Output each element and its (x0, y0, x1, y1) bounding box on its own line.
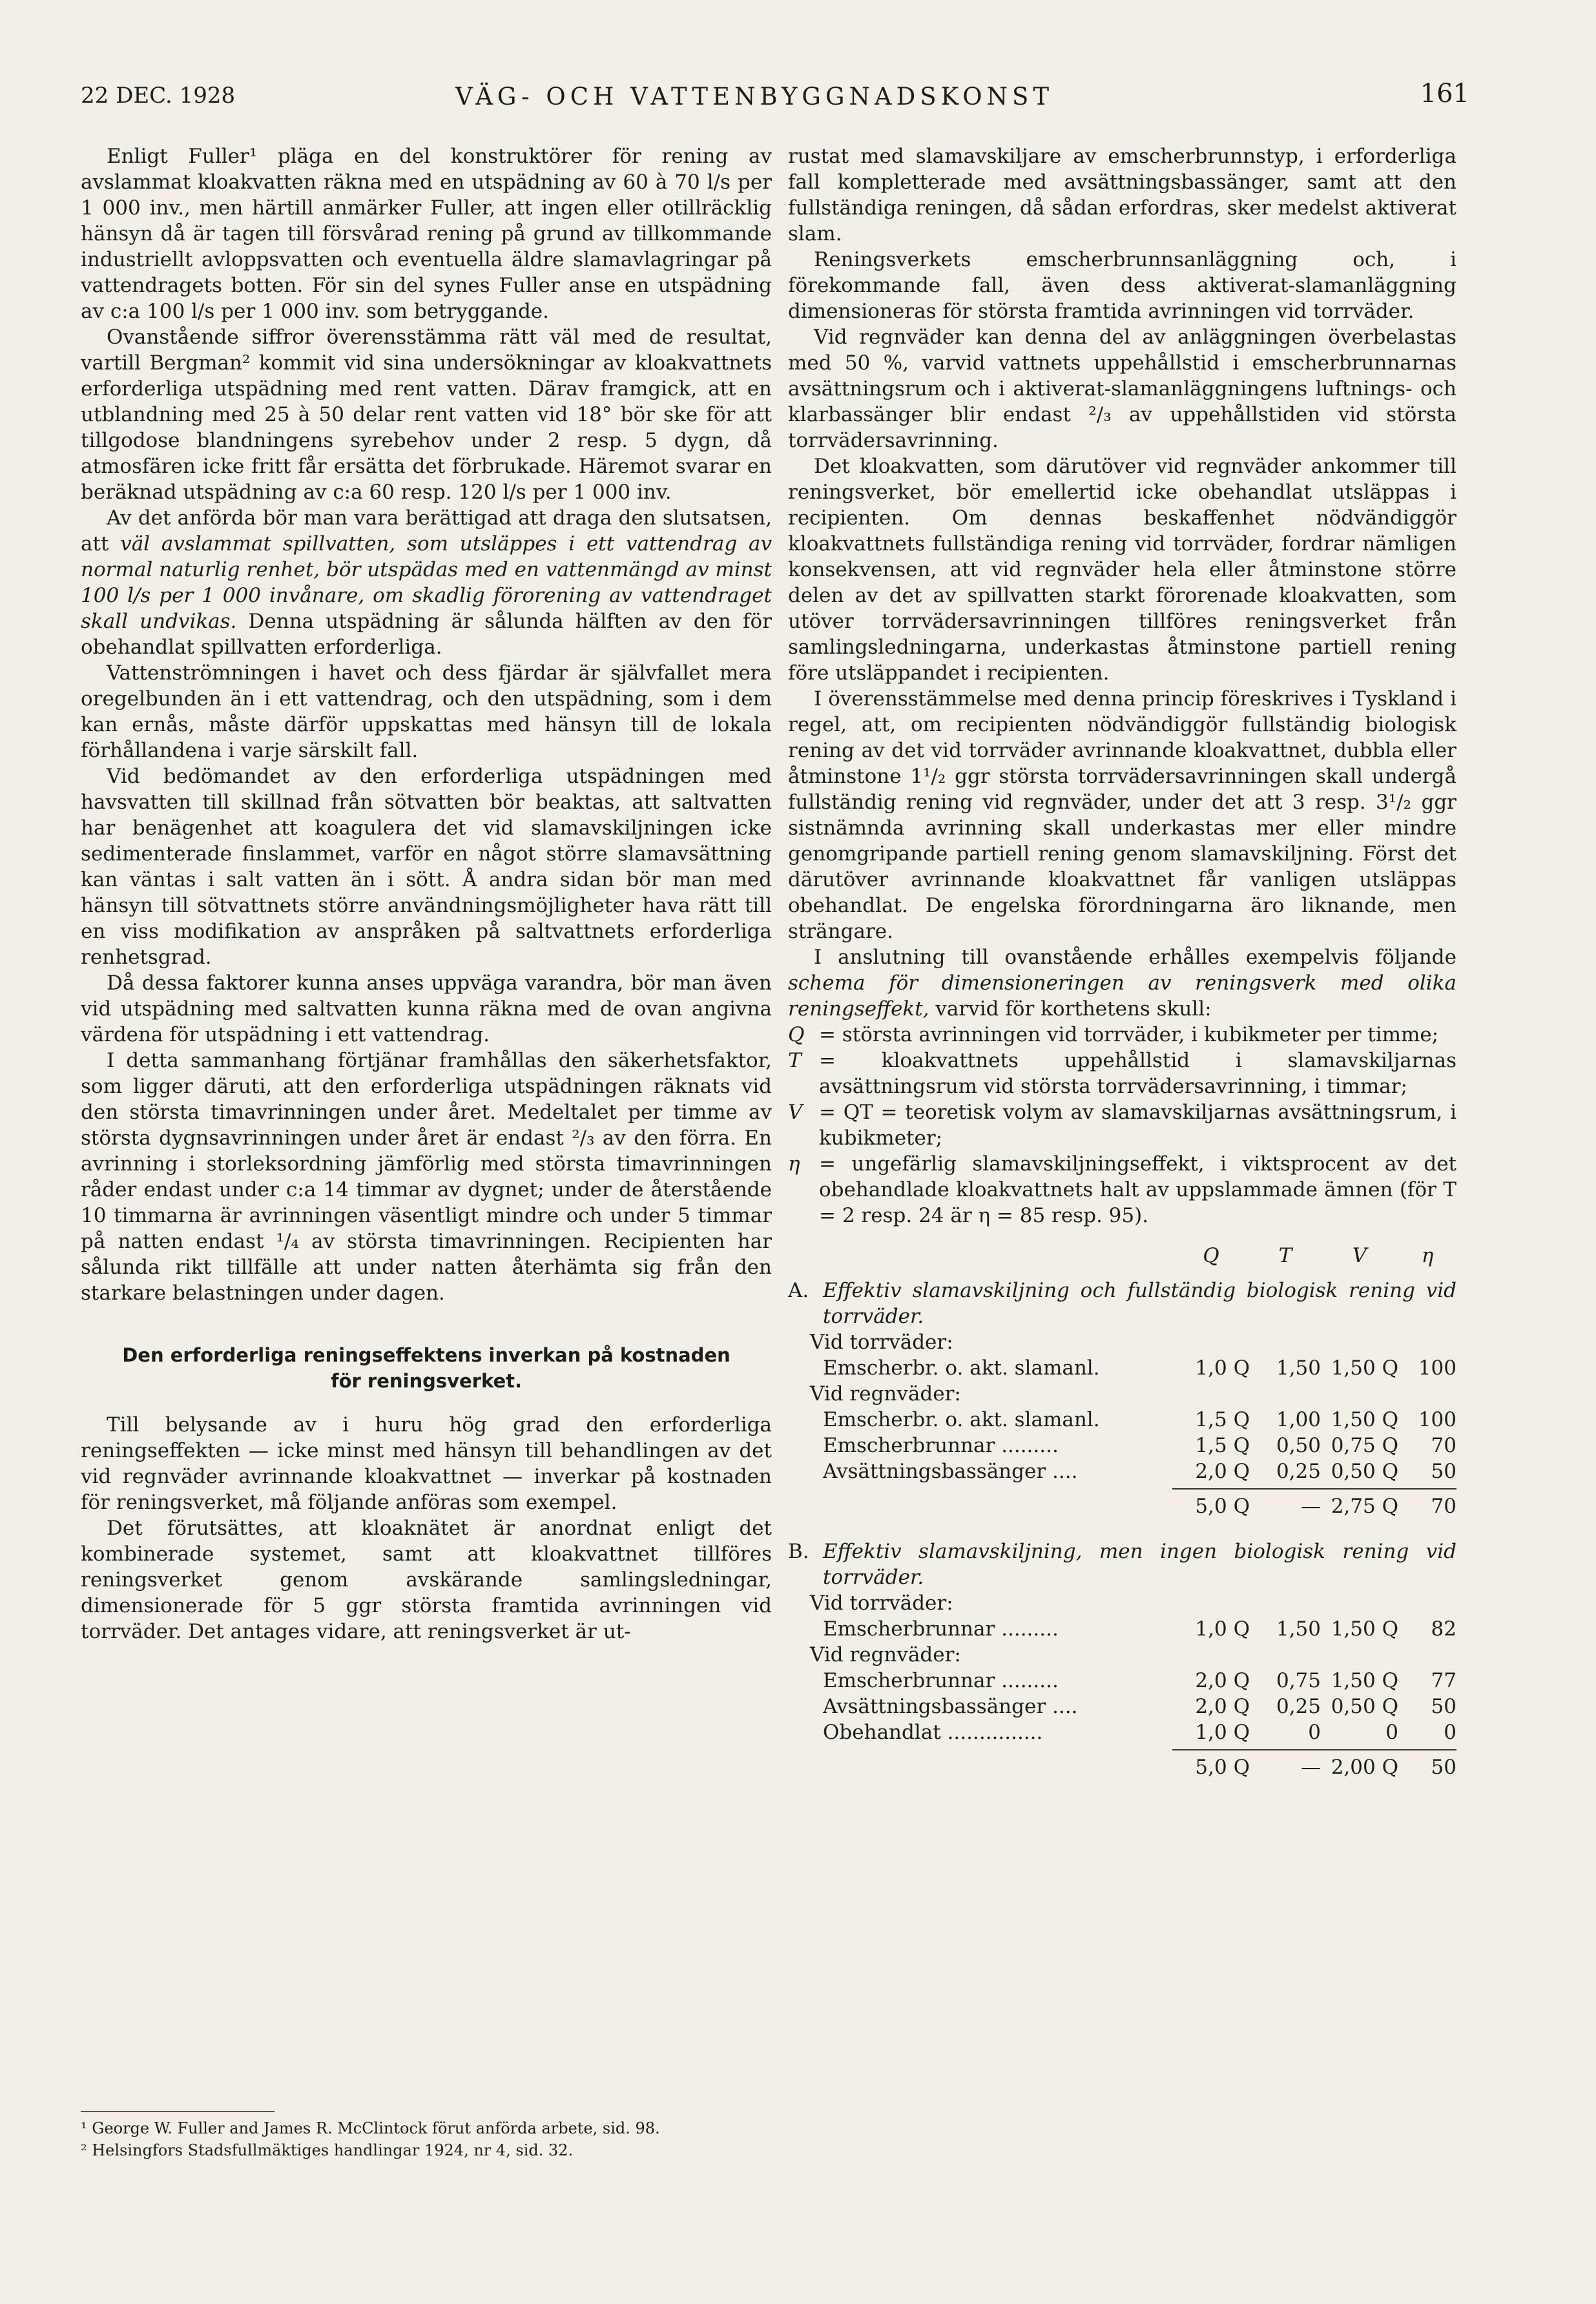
table-section-b-title: B. Effektiv slamavskiljning, men ingen biologisk rening vid torrväder. (788, 1540, 1456, 1589)
table-row (823, 1407, 1456, 1433)
table-cell: Avsättningsbassänger .... (823, 1695, 1078, 1718)
symbol-definitions (788, 1022, 1456, 1229)
table-cell: 0 (1385, 1721, 1398, 1744)
table-cell: 1,50 Q (1331, 1617, 1398, 1641)
table-row (823, 1694, 1456, 1719)
table-cell: 100 (1418, 1408, 1456, 1431)
paragraph: Vid bedömandet av den erforderliga utspädningen med havsvatten till skillnad från sötvatten bör beaktas, att saltvatten har benägenhet att koagulera det vid slamavskiljningen icke sedimenterade finslammet, varför en något större slamavsättning kan väntas i salt vatten än i sött. Å andra sidan bör man med hänsyn till sötvattnets större användningsmöjligheter hava rätt till en viss modifikation av anspråken på saltvattnets erforderliga renhetsgrad. (81, 765, 772, 969)
table-cell: 1,5 Q (1195, 1434, 1250, 1457)
table-cell: 1,50 Q (1331, 1408, 1398, 1431)
paragraph: rustat med slamavskiljare av emscherbrunnstyp, i erforderliga fall kompletterade med avsättningsbassänger, samt att den fullständiga reningen, då sådan erfordras, sker medelst aktiverat slam. (788, 145, 1456, 245)
paragraph: Enligt Fuller¹ pläga en del konstruktörer för rening av avslammat kloakvatten räkna med en utspädning av 60 à 70 l/s per 1 000 inv., men härtill anmärker Fuller, att ingen eller otillräcklig hänsyn då är tagen till försvårad rening på grund av tillkommande industriellt avloppsvatten och eventuella äldre slamavlagringar på vattendragets botten. För sin del synes Fuller anse en utspädning av c:a 100 l/s per 1 000 inv. som betryggande. (81, 145, 772, 323)
table-cell: Obehandlat ............... (823, 1721, 1043, 1744)
table-cell: 0,50 (1276, 1434, 1321, 1457)
table-row (823, 1616, 1456, 1642)
paragraph: Då dessa faktorer kunna anses uppväga varandra, bör man även vid utspädning med saltvatten kunna räkna med de ovan angivna värdena för utspädning i ett vattendrag. (81, 971, 772, 1046)
dimensioning-table (788, 1243, 1456, 1780)
table-cell: 1,50 (1276, 1617, 1321, 1641)
table-row (823, 1433, 1456, 1458)
table-row (823, 1458, 1456, 1484)
table-cell: 1,50 Q (1331, 1669, 1398, 1692)
condition-label: Vid torrväder: (810, 1331, 953, 1354)
table-cell: 2,0 Q (1195, 1695, 1250, 1718)
table-cell: 1,50 (1276, 1356, 1321, 1380)
emphasis-schema: schema för dimensioneringen av reningsverk med olika reningseffekt, (788, 971, 1456, 1021)
table-cell: Avsättningsbassänger .... (823, 1460, 1078, 1483)
paragraph: I anslutning till ovanstående erhålles exempelvis följande schema för dimensioneringen av reningsverk med olika reningseffekt, varvid för korthetens skull: (788, 946, 1456, 1021)
paragraph: Av det anförda bör man vara berättigad att draga den slutsatsen, att väl avslammat spillvatten, som utsläppes i ett vattendrag av normal naturlig renhet, bör utspädas med en vattenmängd av minst 100 l/s per 1 000 invånare, om skadlig förorening av vattendraget skall undvikas. Denna utspädning är sålunda hälften av den för obehandlat spillvatten erforderliga. (81, 506, 772, 659)
running-header (81, 79, 1469, 121)
table-cell: Emscherbrunnar ......... (823, 1434, 1059, 1457)
condition-label: Vid regnväder: (810, 1643, 961, 1666)
table-cell: 70 (1431, 1434, 1456, 1457)
issue-date: 22 DEC. 1928 (81, 83, 236, 109)
table-row (823, 1719, 1456, 1745)
footnotes (81, 2111, 772, 2161)
table-cell: Emscherbrunnar ......... (823, 1617, 1059, 1641)
paragraph: I detta sammanhang förtjänar framhållas den säkerhetsfaktor, som ligger däruti, att den erforderliga utspädningen räknats vid den största timavrinningen under året. Medeltalet per timme av största dygnsavrinningen under året är endast ²/₃ av den förra. En avrinning i storleksordning jämförlig med största timavrinningen råder endast under c:a 14 timmar av dygnet; under de återstående 10 timmarna är avrinningen väsentligt mindre och under 5 timmar på natten endast ¹/₄ av största timavrinningen. Recipienten har sålunda rikt tillfälle att under natten återhämta sig från den starkare belastningen under dagen. (81, 1049, 772, 1305)
table-cell: 0,25 (1276, 1460, 1321, 1483)
table-cell: 0 (1308, 1721, 1321, 1744)
table-row (823, 1355, 1456, 1381)
condition-label: Vid regnväder: (810, 1382, 961, 1406)
condition-label: Vid torrväder: (810, 1592, 953, 1615)
table-cell: 1,0 Q (1195, 1356, 1250, 1380)
right-column (788, 143, 1456, 1780)
paragraph: Det förutsättes, att kloaknätet är anordnat enligt det kombinerade systemet, samt att kloakvattnet tillföres reningsverket genom avskärande samlingsledningar, dimensionerade för 5 ggr största framtida avrinningen vid torrväder. Det antages vidare, att reningsverket är ut- (81, 1517, 772, 1643)
table-cell: Emscherbr. o. akt. slamanl. (823, 1408, 1100, 1431)
table-cell: Emscherbr. o. akt. slamanl. (823, 1356, 1100, 1380)
table-header: Q T V η (1203, 1244, 1434, 1267)
table-cell: 2,0 Q (1195, 1460, 1250, 1483)
definition-row: V = QT = teoretisk volym av slamavskiljarnas avsättningsrum, i kubikmeter; (788, 1101, 1456, 1150)
paragraph: Till belysande av i huru hög grad den erforderliga reningseffekten — icke minst med hänsyn till behandlingen av det vid regnväder avrinnande kloakvattnet — inverkar på kostnaden för reningsverket, må följande anföras som exempel. (81, 1413, 772, 1514)
paragraph: Reningsverkets emscherbrunnsanläggning och, i förekommande fall, även dess aktiverat-slamanläggning dimensioneras för största framtida avrinningen vid torrväder. (788, 248, 1456, 323)
paragraph: Ovanstående siffror överensstämma rätt väl med de resultat, vartill Bergman² kommit vid sina undersökningar av kloakvattnets erforderliga utspädning med rent vatten. Därav framgick, att en utblandning med 25 à 50 delar rent vatten vid 18° bör ske för att tillgodose blandningens syrebehov under 2 resp. 5 dygn, då atmosfären icke fritt får ersätta det förbrukade. Häremot svarar en beräknad utspädning av c:a 60 resp. 120 l/s per 1 000 inv. (81, 326, 772, 504)
table-cell: 1,0 Q (1195, 1721, 1250, 1744)
table-cell: 1,5 Q (1195, 1408, 1250, 1431)
definition-row: Q = största avrinningen vid torrväder, i kubikmeter per timme; (788, 1023, 1439, 1046)
table-cell: 50 (1431, 1460, 1456, 1483)
paragraph: Vid regnväder kan denna del av anläggningen överbelastas med 50 %, varvid vattnets uppehållstid i emscherbrunnarnas avsättningsrum och i aktiverat-slamanläggningens luftnings- och klarbassänger blir endast ²/₃ av uppehållstiden vid största torrvädersavrinning. (788, 326, 1456, 452)
emphasis-conclusion: väl avslammat spillvatten, som utsläppes i ett vattendrag av normal naturlig renhet, bör utspädas med en vattenmängd av minst 100 l/s per 1 000 invånare, om skadlig förorening av vattendraget skall undvikas. (81, 532, 772, 633)
table-cell: 1,00 (1276, 1408, 1321, 1431)
table-sum-row: 5,0 Q — 2,00 Q 50 (788, 1745, 1456, 1780)
table-cell: 0,75 Q (1331, 1434, 1398, 1457)
table-cell: 100 (1418, 1356, 1456, 1380)
table-cell: 82 (1431, 1617, 1456, 1641)
table-cell: 1,50 Q (1331, 1356, 1398, 1380)
footnote-1: ¹ George W. Fuller and James R. McClintock förut anförda arbete, sid. 98. (81, 2119, 660, 2137)
table-section-a-title: A. Effektiv slamavskiljning och fullständig biologisk rening vid torrväder. (788, 1279, 1456, 1328)
table-cell: 1,0 Q (1195, 1617, 1250, 1641)
table-cell: 0,50 Q (1331, 1695, 1398, 1718)
table-cell: 0 (1444, 1721, 1456, 1744)
table-row (823, 1668, 1456, 1694)
footnote-rule (81, 2111, 275, 2112)
paragraph: Vattenströmningen i havet och dess fjärdar är självfallet mera oregelbunden än i ett vattendrag, och den utspädning, som i dem kan ernås, måste därför uppskattas med hänsyn till de lokala förhållandena i varje särskilt fall. (81, 661, 772, 762)
table-sum-row: 5,0 Q — 2,75 Q 70 (788, 1484, 1456, 1519)
left-column (81, 143, 772, 1645)
table-cell: Emscherbrunnar ......... (823, 1669, 1059, 1692)
section-heading: Den erforderliga reningseffektens inverkan på kostnaden för reningsverket. (122, 1344, 731, 1392)
table-cell: 50 (1431, 1695, 1456, 1718)
definition-row: T = kloakvattnets uppehållstid i slamavskiljarnas avsättningsrum vid största torrvädersavrinning, i timmar; (788, 1049, 1456, 1098)
table-cell: 77 (1431, 1669, 1456, 1692)
paragraph: Det kloakvatten, som därutöver vid regnväder ankommer till reningsverket, bör emellertid icke obehandlat utsläppas i recipienten. Om dennas beskaffenhet nödvändiggör kloakvattnets fullständiga rening vid torrväder, fordrar nämligen konsekvensen, att vid regnväder hela eller åtminstone större delen av det av spillvatten starkt förorenade kloakvatten, som utöver torrvädersavrinningen tillföres reningsverket från samlingsledningarna, underkastas åtminstone partiell rening före utsläppandet i recipienten. (788, 455, 1456, 685)
page-number: 161 (1420, 79, 1469, 109)
table-cell: 0,50 Q (1331, 1460, 1398, 1483)
table-cell: 2,0 Q (1195, 1669, 1250, 1692)
footnote-2: ² Helsingfors Stadsfullmäktiges handlingar 1924, nr 4, sid. 32. (81, 2141, 574, 2159)
journal-title: VÄG- OCH VATTENBYGGNADSKONST (455, 83, 1054, 110)
definition-row: η = ungefärlig slamavskiljningseffekt, i viktsprocent av det obehandlade kloakvattnets halt av uppslammade ämnen (för T = 2 resp. 24 är η = 85 resp. 95). (788, 1152, 1456, 1227)
table-cell: 0,25 (1276, 1695, 1321, 1718)
table-cell: 0,75 (1276, 1669, 1321, 1692)
paragraph: I överensstämmelse med denna princip föreskrives i Tyskland i regel, att, om recipienten nödvändiggör fullständig biologisk rening av det vid torrväder avrinnande kloakvattnet, dubbla eller åtminstone 1¹/₂ ggr största torrvädersavrinningen skall undergå fullständig rening vid regnväder, under det att 3 resp. 3¹/₂ ggr sistnämnda avrinning skall underkastas mer eller mindre genomgripande partiell rening genom slamavskiljning. Först det därutöver avrinnande kloakvattnet får vanligen utsläppas obehandlat. De engelska förordningarna äro liknande, men strängare. (788, 687, 1456, 943)
